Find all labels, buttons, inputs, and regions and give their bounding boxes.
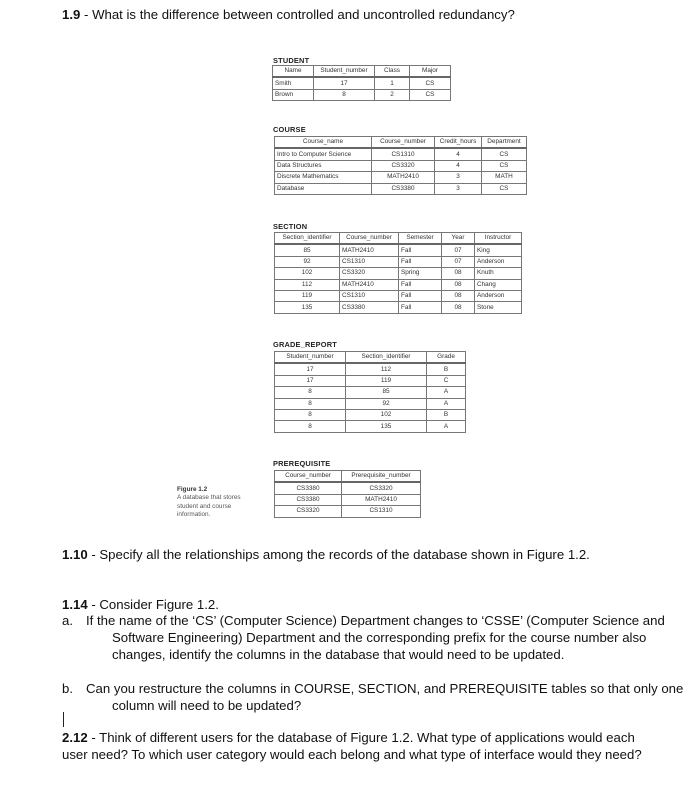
column-header: Section_identifier bbox=[275, 233, 340, 245]
question-number: 2.12 bbox=[62, 730, 88, 745]
figure-caption-text: A database that stores student and course information. bbox=[177, 494, 241, 519]
table-row bbox=[275, 244, 522, 256]
table-row bbox=[275, 375, 466, 386]
table-cell: Data Structures bbox=[275, 160, 372, 171]
table-cell: Fall bbox=[399, 256, 442, 267]
table-header-row bbox=[273, 66, 451, 78]
table-cell: CS3380 bbox=[275, 494, 342, 505]
table-row bbox=[275, 290, 522, 301]
text-cursor bbox=[63, 712, 64, 727]
column-header: Class bbox=[375, 66, 410, 78]
table-row bbox=[275, 268, 522, 279]
table-cell: 8 bbox=[275, 409, 346, 420]
table-cell: CS1310 bbox=[342, 506, 421, 517]
question-1-9 bbox=[62, 6, 515, 23]
table-cell: 1 bbox=[375, 77, 410, 89]
column-header: Course_number bbox=[275, 471, 342, 483]
table-cell: 135 bbox=[275, 302, 340, 313]
column-header: Instructor bbox=[475, 233, 522, 245]
column-header: Course_number bbox=[372, 137, 435, 149]
table-cell: 08 bbox=[442, 279, 475, 290]
table-header-row bbox=[275, 352, 466, 364]
table-cell: 8 bbox=[275, 421, 346, 432]
table-cell: 92 bbox=[275, 256, 340, 267]
table-cell: CS3320 bbox=[340, 268, 399, 279]
table-cell: 85 bbox=[275, 244, 340, 256]
table-header-row bbox=[275, 137, 527, 149]
table-cell: MATH2410 bbox=[342, 494, 421, 505]
table-cell: CS bbox=[482, 183, 527, 194]
table-row bbox=[273, 89, 451, 100]
table-cell: 102 bbox=[346, 409, 427, 420]
table-cell: Stone bbox=[475, 302, 522, 313]
student-table bbox=[272, 65, 451, 101]
table-cell: B bbox=[427, 409, 466, 420]
question-2-12 bbox=[62, 729, 662, 763]
table-cell: CS3380 bbox=[372, 183, 435, 194]
prerequisite-table bbox=[274, 470, 421, 518]
column-header: Prerequisite_number bbox=[342, 471, 421, 483]
table-cell: CS bbox=[482, 160, 527, 171]
question-1-14-b-text: Can you restructure the columns in COURSE, SECTION, and PREREQUISITE tables so that only one column will need to be updated? bbox=[86, 681, 684, 713]
question-number: 1.14 bbox=[62, 597, 88, 612]
table-row bbox=[275, 494, 421, 505]
column-header: Major bbox=[410, 66, 451, 78]
table-cell: Fall bbox=[399, 302, 442, 313]
table-row bbox=[275, 409, 466, 420]
table-cell: 2 bbox=[375, 89, 410, 100]
column-header: Student_number bbox=[275, 352, 346, 364]
table-cell: A bbox=[427, 421, 466, 432]
table-cell: CS3320 bbox=[372, 160, 435, 171]
table-cell: 07 bbox=[442, 244, 475, 256]
table-cell: 135 bbox=[346, 421, 427, 432]
course-table-title: COURSE bbox=[273, 125, 306, 134]
table-row bbox=[275, 160, 527, 171]
table-cell: 8 bbox=[314, 89, 375, 100]
table-cell: 92 bbox=[346, 398, 427, 409]
table-cell: MATH2410 bbox=[340, 279, 399, 290]
table-row bbox=[275, 482, 421, 494]
table-cell: MATH bbox=[482, 172, 527, 183]
column-header: Grade bbox=[427, 352, 466, 364]
table-cell: Fall bbox=[399, 290, 442, 301]
section-table bbox=[274, 232, 522, 314]
table-cell: 08 bbox=[442, 268, 475, 279]
table-row bbox=[273, 77, 451, 89]
course-table bbox=[274, 136, 527, 195]
table-row bbox=[275, 398, 466, 409]
table-cell: 8 bbox=[275, 398, 346, 409]
table-cell: Brown bbox=[273, 89, 314, 100]
table-row bbox=[275, 256, 522, 267]
question-text: - Specify all the relationships among the records of the database shown in Figure 1.2. bbox=[87, 547, 590, 562]
table-cell: 119 bbox=[346, 375, 427, 386]
column-header: Course_number bbox=[340, 233, 399, 245]
table-cell: CS3320 bbox=[275, 506, 342, 517]
table-cell: CS1310 bbox=[372, 148, 435, 160]
table-cell: 3 bbox=[435, 183, 482, 194]
question-text: - Think of different users for the database of Figure 1.2. What type of applications would each user need? To which user category would each belong and what type of interface would they need? bbox=[62, 730, 642, 762]
table-cell: CS bbox=[410, 77, 451, 89]
grade-report-table-title: GRADE_REPORT bbox=[273, 340, 337, 349]
table-cell: CS3320 bbox=[342, 482, 421, 494]
question-1-14 bbox=[62, 596, 219, 613]
table-cell: 85 bbox=[346, 387, 427, 398]
table-cell: 4 bbox=[435, 148, 482, 160]
table-cell: MATH2410 bbox=[372, 172, 435, 183]
table-cell: Anderson bbox=[475, 256, 522, 267]
table-cell: A bbox=[427, 398, 466, 409]
figure-caption bbox=[177, 486, 257, 520]
table-cell: 102 bbox=[275, 268, 340, 279]
table-cell: 08 bbox=[442, 302, 475, 313]
table-header-row bbox=[275, 471, 421, 483]
table-cell: A bbox=[427, 387, 466, 398]
question-text: - Consider Figure 1.2. bbox=[87, 597, 219, 612]
table-cell: Fall bbox=[399, 244, 442, 256]
column-header: Credit_hours bbox=[435, 137, 482, 149]
question-1-10 bbox=[62, 546, 590, 563]
table-cell: 112 bbox=[275, 279, 340, 290]
question-1-14-a-label: a. bbox=[62, 613, 73, 628]
table-cell: 8 bbox=[275, 387, 346, 398]
table-row bbox=[275, 279, 522, 290]
table-cell: B bbox=[427, 363, 466, 375]
column-header: Year bbox=[442, 233, 475, 245]
table-cell: CS bbox=[482, 148, 527, 160]
table-cell: 17 bbox=[275, 363, 346, 375]
table-cell: 119 bbox=[275, 290, 340, 301]
table-row bbox=[275, 172, 527, 183]
table-row bbox=[275, 183, 527, 194]
table-cell: 08 bbox=[442, 290, 475, 301]
student-table-title: STUDENT bbox=[273, 56, 310, 65]
table-cell: Intro to Computer Science bbox=[275, 148, 372, 160]
section-table-title: SECTION bbox=[273, 222, 308, 231]
question-number: 1.9 bbox=[62, 7, 81, 22]
figure-caption-title: Figure 1.2 bbox=[177, 486, 208, 493]
column-header: Semester bbox=[399, 233, 442, 245]
table-row bbox=[275, 363, 466, 375]
table-row bbox=[275, 387, 466, 398]
grade-report-table bbox=[274, 351, 466, 433]
table-cell: 17 bbox=[275, 375, 346, 386]
table-cell: Knuth bbox=[475, 268, 522, 279]
table-cell: Spring bbox=[399, 268, 442, 279]
column-header: Section_identifier bbox=[346, 352, 427, 364]
table-cell: Fall bbox=[399, 279, 442, 290]
table-cell: Chang bbox=[475, 279, 522, 290]
prerequisite-table-title: PREREQUISITE bbox=[273, 459, 331, 468]
table-cell: Anderson bbox=[475, 290, 522, 301]
question-text: - What is the difference between controlled and uncontrolled redundancy? bbox=[80, 7, 515, 22]
table-cell: Smith bbox=[273, 77, 314, 89]
table-row bbox=[275, 302, 522, 313]
table-cell: MATH2410 bbox=[340, 244, 399, 256]
table-cell: CS1310 bbox=[340, 290, 399, 301]
question-1-14-b-label: b. bbox=[62, 681, 73, 696]
table-row bbox=[275, 506, 421, 517]
column-header: Student_number bbox=[314, 66, 375, 78]
table-cell: CS bbox=[410, 89, 451, 100]
question-1-14-a-text: If the name of the ‘CS’ (Computer Science) Department changes to ‘CSSE’ (Computer Science and Software Engineering) Department and the corresponding prefix for the course number also changes, identify the columns in the database that would need to be updated. bbox=[86, 613, 665, 662]
table-row bbox=[275, 148, 527, 160]
table-cell: CS3380 bbox=[340, 302, 399, 313]
table-header-row bbox=[275, 233, 522, 245]
table-cell: 112 bbox=[346, 363, 427, 375]
column-header: Name bbox=[273, 66, 314, 78]
table-cell: Discrete Mathematics bbox=[275, 172, 372, 183]
table-cell: 3 bbox=[435, 172, 482, 183]
table-cell: 4 bbox=[435, 160, 482, 171]
question-number: 1.10 bbox=[62, 547, 88, 562]
column-header: Course_name bbox=[275, 137, 372, 149]
table-cell: CS3380 bbox=[275, 482, 342, 494]
table-cell: C bbox=[427, 375, 466, 386]
column-header: Department bbox=[482, 137, 527, 149]
table-cell: 17 bbox=[314, 77, 375, 89]
table-row bbox=[275, 421, 466, 432]
table-cell: Database bbox=[275, 183, 372, 194]
table-cell: King bbox=[475, 244, 522, 256]
table-cell: 07 bbox=[442, 256, 475, 267]
table-cell: CS1310 bbox=[340, 256, 399, 267]
